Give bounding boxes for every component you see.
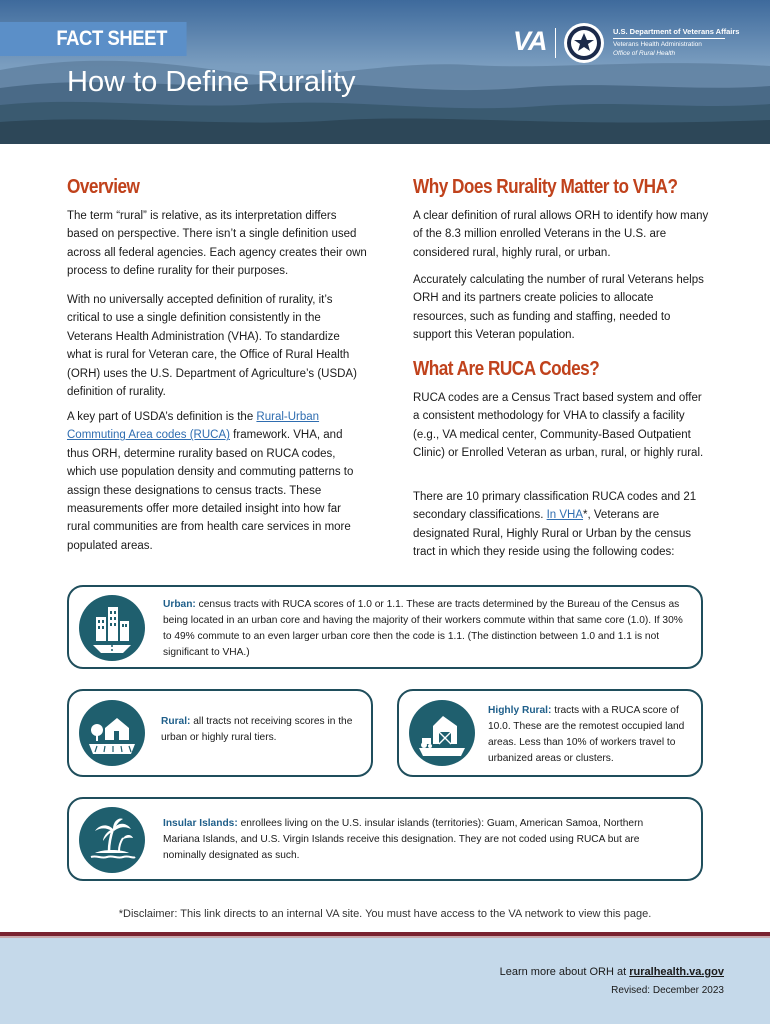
- ruca-p2-intro: There are 10 primary classification RUCA codes and 21 secondary classifications.: [413, 491, 697, 522]
- ruca-link[interactable]: Rural-Urban Commuting Area codes (RUCA): [67, 411, 320, 442]
- ruca-heading: What Are RUCA Codes?: [413, 358, 600, 380]
- ruca-paragraph-2: [413, 488, 708, 562]
- urban-label: Urban:: [163, 599, 196, 610]
- highly-rural-description: tracts with a RUCA score of 10.0. These are the remotest occupied land areas. Less than 10% of workers travel to urbanized areas or clusters.: [488, 705, 685, 764]
- rural-label: Rural:: [161, 716, 191, 727]
- insular-description: enrollees living on the U.S. insular islands (territories): Guam, American Samoa, Northern Mariana Islands, and U.S. Virgin Islands receive this designation. They are not coded using RUCA but are nominally designated as such.: [163, 818, 644, 861]
- disclaimer: *Disclaimer: This link directs to an internal VA site. You must have access to the VA network to view this page.: [118, 908, 652, 920]
- learn-more: [500, 966, 724, 978]
- overview-p3-rest: framework. VHA, and thus ORH, determine rurality based on RUCA codes, which use population density and commuting patterns to assign these designations to census tracts. These measurements offer more detailed insight into how far rural communities are from health care services in more populated areas.: [67, 429, 354, 552]
- ruca-paragraph-1: RUCA codes are a Census Tract based system and offer a consistent methodology for VHA to classify a facility (e.g., VA medical center, Community-Based Outpatient Clinic) or Enrolled Veteran as urban, rural, or highly rural.: [413, 392, 704, 460]
- va-seal-icon: [563, 22, 605, 64]
- highly-rural-text: [488, 703, 696, 767]
- ruralhealth-link[interactable]: ruralhealth.va.gov: [629, 966, 724, 978]
- urban-description: census tracts with RUCA scores of 1.0 or 1.1. These are tracts determined by the Bureau of the Census as being located in an urban core and having the majority of their workers commute within that same core (1.0). If 30% to 49% commute to an even larger urban core then the code is 1.1. (The distinction between 1.0 and 1.1 is not significant to VHA.): [163, 599, 683, 658]
- va-logo: VA: [513, 26, 547, 56]
- overview-paragraph-1: The term “rural” is relative, as its interpretation differs based on perspective. There isn’t a single definition used across all federal agencies. Each agency creates their own process to define rurality for their purposes.: [67, 210, 367, 278]
- footer: [0, 938, 770, 1024]
- in-vha-link[interactable]: In VHA: [546, 509, 584, 522]
- barn-icon: [409, 700, 475, 766]
- city-icon: [79, 595, 145, 661]
- fact-sheet-tab: FACT SHEET: [0, 22, 187, 56]
- overview-p3-intro: A key part of USDA’s definition is the: [67, 411, 257, 423]
- header-banner: [0, 0, 770, 144]
- rural-description: all tracts not receiving scores in the urban or highly rural tiers.: [161, 716, 353, 743]
- department-rule: [613, 38, 725, 39]
- urban-text: [163, 597, 683, 661]
- rural-text: [161, 714, 366, 746]
- ruca-p2-rest: *, Veterans are designated Rural, Highly Rural or Urban by the census tract in which they reside using the following codes:: [413, 509, 692, 559]
- insular-label: Insular Islands:: [163, 818, 238, 829]
- page-title: How to Define Rurality: [67, 66, 356, 98]
- overview-paragraph-3: [67, 408, 363, 555]
- why-heading: Why Does Rurality Matter to VHA?: [413, 176, 678, 198]
- revised-date: Revised: December 2023: [611, 985, 724, 996]
- office-name: Office of Rural Health: [613, 50, 676, 57]
- administration-name: Veterans Health Administration: [613, 41, 702, 48]
- highly-rural-label: Highly Rural:: [488, 705, 552, 716]
- insular-text: [163, 816, 678, 864]
- logo-divider: [555, 28, 556, 58]
- palm-island-icon: [79, 807, 145, 873]
- department-name: U.S. Department of Veterans Affairs: [613, 27, 740, 36]
- why-paragraph-2: Accurately calculating the number of rural Veterans helps ORH and its partners create policies to allocate resources, such as funding and staffing, needed to support this Veteran population.: [413, 274, 704, 342]
- overview-heading: Overview: [67, 176, 140, 198]
- overview-paragraph-2: With no universally accepted definition of rurality, it’s critical to use a single definition consistently in the Veterans Health Administration (VHA). To standardize what is rural for Veteran care, the Office of Rural Health (ORH) uses the U.S. Department of Agriculture’s (USDA) definition of rurality.: [67, 294, 357, 399]
- learn-more-prefix: Learn more about ORH at: [499, 966, 630, 978]
- rural-house-icon: [79, 700, 145, 766]
- why-paragraph-1: A clear definition of rural allows ORH to identify how many of the 8.3 million enrolled Veterans in the U.S. are considered rural, highly rural, or urban.: [413, 210, 709, 259]
